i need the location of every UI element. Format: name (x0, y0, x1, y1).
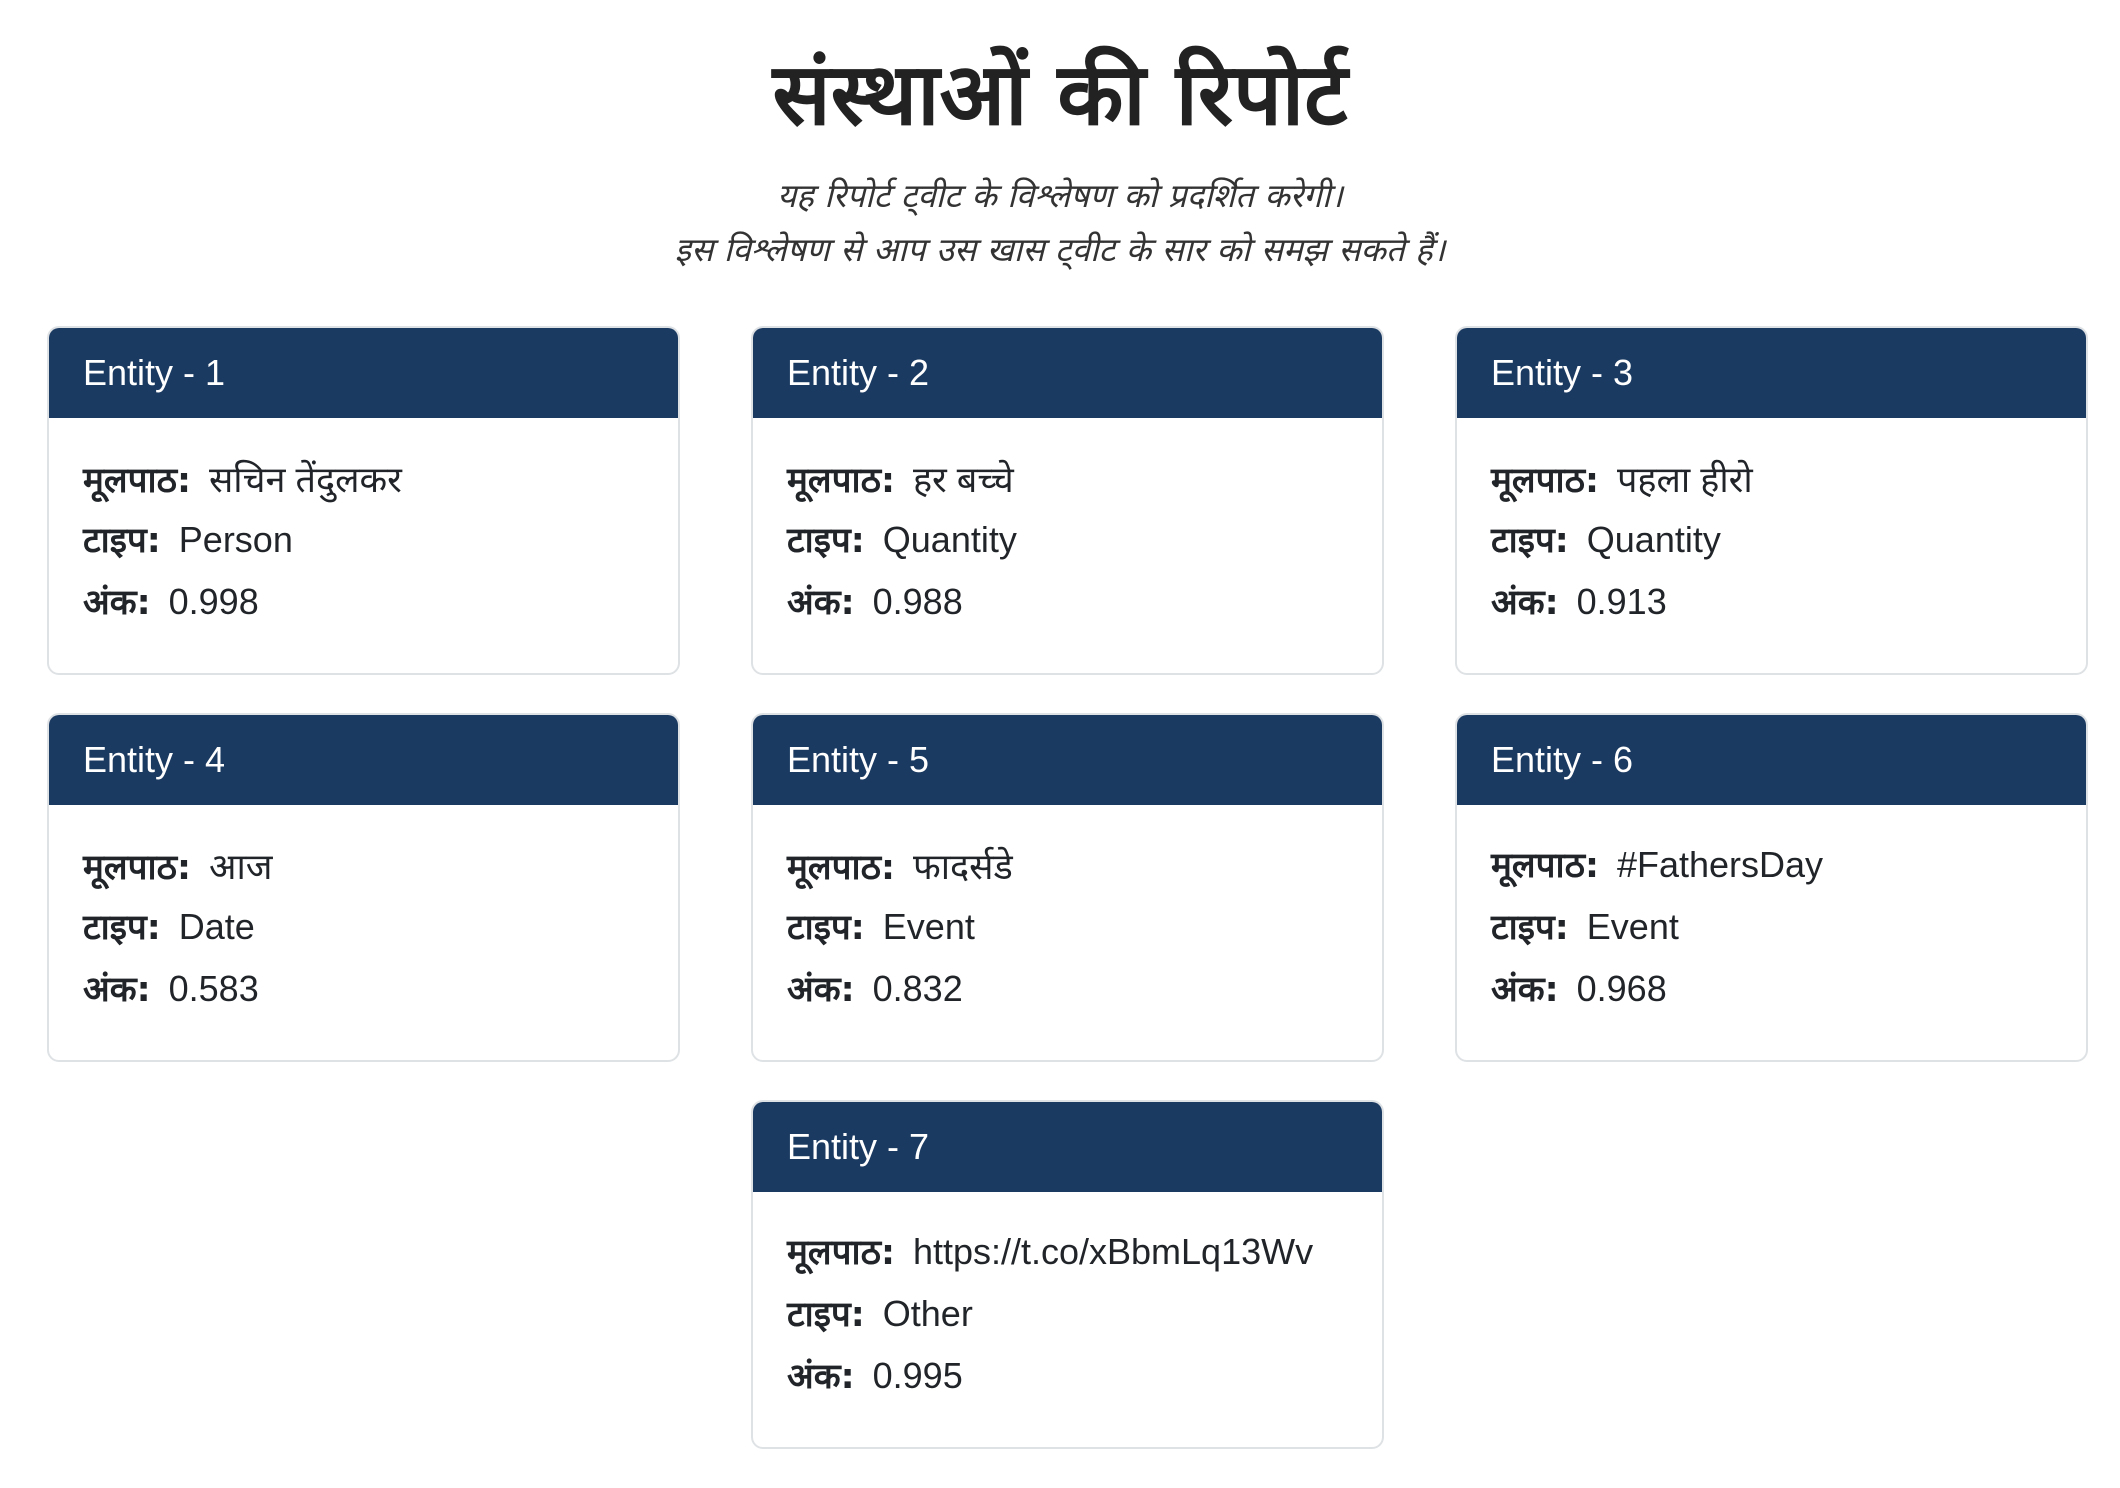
entity-type-label: टाइप: (83, 521, 161, 561)
entity-text-label: मूलपाठ: (1491, 846, 1599, 886)
entity-card-body (1457, 805, 2086, 1027)
entity-score-value: 0.913 (1576, 581, 1667, 622)
entity-text-row (787, 1228, 1348, 1290)
entity-type-value: Event (882, 906, 975, 947)
entity-score-value: 0.995 (872, 1355, 963, 1396)
entity-score-label: अंक: (787, 583, 855, 623)
page-title: संस्थाओं की रिपोर्ट (772, 45, 1348, 145)
entity-type-value: Person (178, 519, 293, 560)
entity-text-row (787, 841, 1348, 903)
entity-type-row (83, 516, 644, 578)
entity-score-value: 0.583 (168, 968, 259, 1009)
entity-score-label: अंक: (787, 970, 855, 1010)
entity-score-value: 0.832 (872, 968, 963, 1009)
entity-score-value: 0.968 (1576, 968, 1667, 1009)
entity-score-label: अंक: (83, 970, 151, 1010)
entity-card-body (753, 1192, 1382, 1414)
entity-score-row (1491, 578, 2052, 640)
entity-score-row (787, 965, 1348, 1027)
entity-card-body (49, 805, 678, 1027)
entity-card-title: Entity - 4 (49, 715, 678, 805)
entity-type-label: टाइप: (787, 908, 865, 948)
entity-score-value: 0.988 (872, 581, 963, 622)
entity-text-value: आज (208, 846, 273, 887)
entity-text-row (83, 454, 644, 516)
entity-text-label: मूलपाठ: (1491, 461, 1599, 501)
entity-type-row (1491, 903, 2052, 965)
entity-text-value: फादर्सडे (912, 846, 1013, 887)
entity-score-row (787, 1352, 1348, 1414)
entity-card-body (1457, 418, 2086, 640)
entity-type-label: टाइप: (1491, 908, 1569, 948)
entity-text-row (1491, 454, 2052, 516)
subtitle-line-2: इस विश्लेषण से आप उस खास ट्वीट के सार को समझ सकते हैं। (674, 229, 1446, 269)
entity-text-value: हर बच्चे (912, 459, 1014, 500)
entity-type-label: टाइप: (787, 1295, 865, 1335)
entity-card-body (753, 805, 1382, 1027)
entity-type-row (787, 516, 1348, 578)
entity-text-label: मूलपाठ: (787, 848, 895, 888)
entity-card-title: Entity - 7 (753, 1102, 1382, 1192)
entity-card (47, 713, 680, 1062)
entity-card-title: Entity - 6 (1457, 715, 2086, 805)
entity-type-row (787, 1290, 1348, 1352)
page-subtitle (0, 169, 2120, 277)
entity-text-row (787, 454, 1348, 516)
entity-card (1455, 713, 2088, 1062)
entity-type-label: टाइप: (787, 521, 865, 561)
entity-card (751, 326, 1384, 675)
entity-card (751, 1100, 1384, 1449)
entity-type-value: Other (882, 1293, 973, 1334)
entity-text-label: मूलपाठ: (83, 461, 191, 501)
entity-card (47, 326, 680, 675)
entity-card-body (753, 418, 1382, 640)
entity-score-row (83, 965, 644, 1027)
entity-text-value: पहला हीरो (1616, 459, 1753, 500)
entity-score-value: 0.998 (168, 581, 259, 622)
entity-type-value: Quantity (1586, 519, 1721, 560)
entity-type-row (787, 903, 1348, 965)
entity-text-label: मूलपाठ: (83, 848, 191, 888)
entity-type-row (1491, 516, 2052, 578)
report-header (0, 0, 2120, 277)
entity-text-row (83, 841, 644, 903)
entity-type-value: Event (1586, 906, 1679, 947)
entity-score-label: अंक: (1491, 970, 1559, 1010)
entity-card-body (49, 418, 678, 640)
entity-card (1455, 326, 2088, 675)
entity-card-title: Entity - 2 (753, 328, 1382, 418)
entity-grid (47, 326, 2089, 1449)
entity-card-title: Entity - 5 (753, 715, 1382, 805)
entity-type-value: Date (178, 906, 255, 947)
entity-card-title: Entity - 3 (1457, 328, 2086, 418)
entity-score-row (83, 578, 644, 640)
entity-text-row (1491, 841, 2052, 903)
entity-text-label: मूलपाठ: (787, 1233, 895, 1273)
entity-card (751, 713, 1384, 1062)
entity-type-value: Quantity (882, 519, 1017, 560)
entity-type-row (83, 903, 644, 965)
entity-card-title: Entity - 1 (49, 328, 678, 418)
subtitle-line-1: यह रिपोर्ट ट्वीट के विश्लेषण को प्रदर्शित करेगी। (777, 175, 1343, 215)
entity-type-label: टाइप: (1491, 521, 1569, 561)
entity-type-label: टाइप: (83, 908, 161, 948)
entity-text-value: #FathersDay (1616, 844, 1824, 885)
entity-score-label: अंक: (1491, 583, 1559, 623)
entity-score-label: अंक: (83, 583, 151, 623)
entity-score-row (787, 578, 1348, 640)
entity-text-label: मूलपाठ: (787, 461, 895, 501)
entity-score-label: अंक: (787, 1357, 855, 1397)
entity-text-value: सचिन तेंदुलकर (208, 459, 402, 500)
entity-text-value: https://t.co/xBbmLq13Wv (912, 1231, 1314, 1272)
entity-score-row (1491, 965, 2052, 1027)
